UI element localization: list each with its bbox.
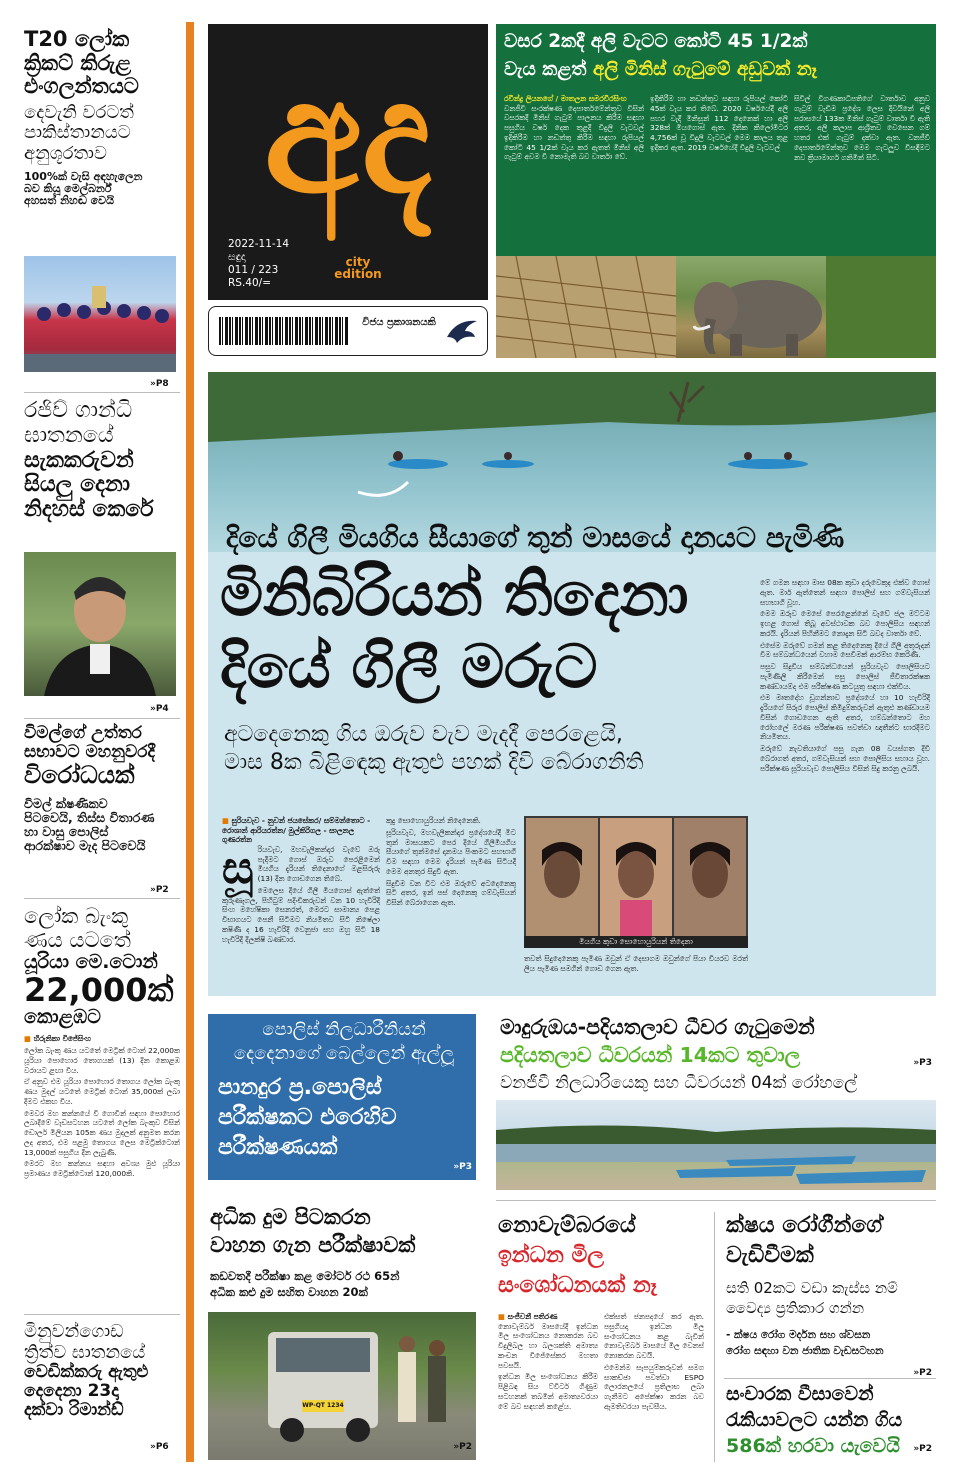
police-headline-3: පරීක්ෂණයක් xyxy=(218,1135,338,1160)
visa-headline-3: 586ක් හරවා යැවෙයි xyxy=(726,1435,900,1457)
story-tb[interactable] xyxy=(722,1212,936,1382)
lead-col-1: ■ සුරියවැව - නුවන් ජයසේකර/ සම්මන්තොට - රොශාන් ආරියරත්න/ මුල්කිරිගල - සාලනල ගුණරත්න සූ රියවැව, මහවැලිකන්දාර වැවේ ඔරු පැදීමට ගොස් ඔරුව පෙරළීමෙන් මියගිය දැරියන් තිදෙනාගේ මළසිරුරු (13) දින ගොඩගෙන තිබේ. මෙලෙස දියේ ගිලී මියගොස් ඇත්තේ කුරුණෑගල, පිහිටුම් පදිංචිකරුවන් වන 10 හැවිරිදි සිංහ මහේෂිකා සෙනරත්, මෙරට සාමාන්‍ය පෙළ විභාගයට පෙනී සිටිමට නියමිතව සිටි නිෂේලා කෂිණි ද 16 හැවිරිදි වෙනුජා සහ ඔහු සිටි 18 හැවිරිදි දිලක්ෂි බණ්ඩාර. xyxy=(222,816,380,944)
tb-ref[interactable]: »P2 xyxy=(913,1368,932,1378)
story-urea-body: ලෝක බැංකු ණය යටතේ මෙට්‍රික් ටොන් 22,000ක යූරියා පොහොර තොගයක් (13) දින කොළඹ වරායට ළඟා විය. ඒ අනුව එම යූරියා පොහොර තොගය ලෝක බැංකු ණය මුදල් යටතේ මෙට්‍රික් ටොන් 35,000ක් ලබා දීමට එකඟ විය. මෙවර මහ කන්නයේ වී ගොවීන් සඳහා පොහොර ලබාදීමේ වැඩසටහන යටතේ ලෝක බැංකුව විසින් ඩොලර් මිලියන 105ක ණය මුදලක් අනුමත කරන ලද අතර, එම පළමු තොගය ලෙස මෙට්‍රික්ටොන් 13,000ක් පසුගිය දින ලැබුණි. මෙරට මහ කන්නය සඳහා අවශ්‍ය මුළු යූරියා ප්‍රමාණය මෙට්‍රික්ටොන් 120,000කි. xyxy=(24,1046,181,1179)
story-panadura-police[interactable] xyxy=(208,1014,476,1180)
story-minuwangoda[interactable] xyxy=(24,1322,180,1420)
tb-note-2: රෝග සඳහා වන ජාතික වැඩසටහන xyxy=(726,1345,884,1357)
masthead-date: 2022-11-14 xyxy=(228,238,290,250)
lead-deck-1: අටදෙනෙකු ගිය ඔරුව වැව මැදදී පෙරළෙයි, xyxy=(224,722,623,747)
story-elephant-title-2: වැය කළත් අලි මිනිස් ගැටුමේ අඩුවක් නෑ xyxy=(504,59,817,80)
tb-note-1: - ක්ෂය රෝග මර්දන සහ ශ්වසන xyxy=(726,1329,871,1341)
story-wimal-title-3: විරෝධයක් xyxy=(24,761,135,790)
story-t20-title-1: T20 ලෝක xyxy=(24,27,130,51)
lead-dropcap: සූ xyxy=(222,842,254,894)
story-rajiv-title-5: නිදහස් කෙරේ xyxy=(24,496,154,522)
lead-deck-2: මාස 8ක බිළිඳෙකු ඇතුළු පහක් දිවි බේරාගනිති xyxy=(224,750,644,775)
tb-headline-2: වැඩිවීමක් xyxy=(726,1243,814,1268)
england-team-photo xyxy=(24,256,176,372)
story-elephant-col-3: සිවිල් විගණකාධිපතිගේ වාර්තාව අනුව ගැටුම් වැඩිම ප්‍රදේශ ලෙස දිවයිනේ අලි පරාසයේ 133ක මිනිස් ගැටුම් වාර්තා වී ඇති අතර, අලි කලාප ආශ්‍රිතව වෙසෙන ගම් හතර එක් ගැටුම් දක්වා ඇත. වනජීවී දෙපාර්තමේන්තුව මෙම ගැටලුව විසඳීමට නව ක්‍රියාමාර්ග ගනිමින් සිටී. xyxy=(794,94,930,162)
fishers-headline-3: වනජීවී නිලධාරියෙකු සහ ධීවරයන් 04ක් රෝහලේ xyxy=(500,1073,858,1093)
story-t20-deck-1: දෙවැනි වරටත් xyxy=(24,101,134,123)
lead-headline-1: මිනිබිරියන් තිදෙනා xyxy=(220,560,689,630)
story-fishers[interactable] xyxy=(496,1014,936,1190)
fuel-headline-2: ඉන්ධන මිල xyxy=(498,1243,605,1268)
smoke-headline-2: වාහන ගැන පරීක්ෂාවක් xyxy=(210,1233,416,1257)
sisters-photo xyxy=(524,816,748,948)
lead-under-photo: තවත් සිදුදෙනෙකු පැමිණ ඔවුන් ඒ දෙසාගම ඔවුන්ගේ පියා වියරව මරත් ලිය පැමිණ සමගින් ගොඩ ගෙන ඇත. xyxy=(524,954,748,973)
story-urea-title-2: ණය යටතේ xyxy=(24,928,131,953)
police-ref[interactable]: »P3 xyxy=(453,1162,472,1172)
story-minuwangoda-title-5: දක්වා රිමාන්ඩ් xyxy=(24,1400,124,1421)
publisher-name: විජය ප්‍රකාශනයකි xyxy=(362,317,436,328)
story-t20-ref[interactable]: »P8 xyxy=(150,379,169,389)
story-urea-byline: ■ හිරුනිකා විජේසිංහ xyxy=(24,1034,91,1044)
fuel-col-2: එක්සත් ජනපදයේ කර ඇත. පසුගියදා ඉන්ධන මිල සංශෝධනය කළ බැවින් නොවැම්බර් මාසයේ මිල වෙනස් නොකරන බවයි. එමෙන්ම සැපයුම්කරුවන් සමග සාකච්ඡා පවත්වා ESPO ලොරනලයේ ප්‍රතිලාභ ලබා ගැනීමට අපේක්ෂා කරන බව ඇමතිවරයා පැවසීය. xyxy=(604,1312,704,1411)
story-t20[interactable] xyxy=(24,28,180,208)
elephant-photo xyxy=(496,256,936,358)
story-smoke-vehicles[interactable] xyxy=(208,1204,476,1464)
masthead[interactable] xyxy=(208,24,488,300)
barcode xyxy=(219,317,349,345)
masthead-issue: 011 / 223 xyxy=(228,264,279,277)
fishers-ref[interactable]: »P3 xyxy=(913,1058,932,1068)
smoke-ref[interactable]: »P2 xyxy=(453,1442,472,1452)
smoke-sub-1: කඩවතදී පරීක්ෂා කළ මෝටර් රථ 65න් xyxy=(210,1269,400,1283)
story-t20-deck-2: පාකිස්තානයට xyxy=(24,122,131,144)
story-urea-title-3: යූරියා මෙ.ටොන් xyxy=(24,951,158,974)
story-t20-deck-3: අනුශූරතාව xyxy=(24,142,107,164)
tb-headline-1: ක්ෂය රෝගීන්ගේ xyxy=(726,1213,883,1238)
story-elephant-title-1: වසර 2කදී අලි වැටට කෝටි 45 1/2ක් xyxy=(504,31,808,52)
fuel-headline-1: නොවැම්බරයේ xyxy=(498,1213,636,1238)
story-elephant-col-1: රවීන්ද්‍ර ලියනගේ / මාතලන සමරවීරසිංහ වනජීවී සංරක්ෂණ දෙපාර්තමේන්තුව විසින් වසරකදී මිනිස් ගැටුම් පාලනය කිරීම සඳහා පසුගිය වර්ෂ දෙක තුළදී විදුලි වැටවල් ඉදිකිරීම හා නඩත්තු කිරීම සඳහා රුපියල් කෝටි 45 1/2ක් වැය කර ඇතත් මිනිස් අලි ගැටුම් අවම වී නොමැති බව වාර්තා වේ. xyxy=(504,94,644,162)
story-rajiv-title-2: ඝාතනයේ xyxy=(24,423,114,449)
smoke-sub-2: අධික කළු දුම සහිත වාහන 20ක් xyxy=(210,1285,368,1299)
masthead-edition xyxy=(348,134,408,234)
story-urea-title-1: ලෝක බැංකු xyxy=(24,904,129,928)
story-minuwangoda-ref[interactable]: »P6 xyxy=(150,1442,169,1452)
fishers-headline-1: මාදුරුඔය-පදියතලාව ධීවර ගැටුමෙන් xyxy=(500,1015,815,1039)
masthead-day: සඳුදා xyxy=(228,251,246,264)
story-t20-sub-1: 100%ක් වැසි අඳහැලෙන xyxy=(24,169,143,183)
story-wimal-sub-3: හා වාසු පොලිස් xyxy=(24,823,109,839)
story-rajiv-title-3: සැකකරුවන් xyxy=(24,447,134,473)
smoke-headline-1: අධික දුම පිටකරන xyxy=(210,1205,371,1229)
vehicle-number-plate: WP-QT 1234 xyxy=(302,1402,344,1409)
eagle-icon xyxy=(445,317,479,345)
story-elephant[interactable] xyxy=(496,24,936,358)
fuel-col-1: ■ සංජීවනී පතිරණ නොවැම්බර් මාසයේදී ඉන්ධන මිල සංශෝධනය නොකරන බව විදුලිබල හා බලශක්ති අමාත්‍ය කංචන විජේසේකර මහතා පවසයි. ඉන්ධන මිල සංශෝධනය කිරීම පිළිබඳ සිය ට්විටර් ගිණුම සටහනක් තබමින් අමාත්‍යවරයා මේ බව සඳහන් කළේය. xyxy=(498,1312,598,1411)
story-rajiv-ref[interactable]: »P4 xyxy=(150,704,169,714)
masthead-price: RS.40/= xyxy=(228,277,271,290)
story-urea-title-4: 22,000ක් xyxy=(24,970,174,1009)
left-column-divider xyxy=(186,22,194,1462)
story-rajiv-title-1: රජිව් ගාන්ධි xyxy=(24,398,133,423)
story-wimal-title-2: සභාවට මහනුවරදී xyxy=(24,742,156,763)
lagoon-boats-photo xyxy=(496,1100,936,1190)
masthead-edition-label: city edition xyxy=(334,255,382,281)
barcode-strip xyxy=(208,306,488,356)
lead-col-right: මේ ගමන සඳහා මාස 08ක කුඩා දරුවෙකුද එක්ව ගොස් ඇත. මාර් ඇත්තෙන් සඳහා පොලිස් සහ ගම්වැසියන් සහභාගි වූහ. මෙම ඔරුව මෙසේ පෙරළෙන්නේ වැවේ ජල මට්ටම ඉහළ ගොස් තිබූ අවස්ථාවක බව පොලිසිය සඳහන් කරයි. දැරියන් පිහිනීමට නොදැන සිටි බවද වාර්තා වේ. එසේම ඔරුවේ ගමන් කළ තිදෙනෙකු දියේ ගිලී අතුරුදන් වීම සම්බන්ධයෙන් වහාම සෙවීමක් ආරම්භ කෙරිණි. පසුව සිදුවිය සම්බන්ධයෙන් සූරියවැව පොලිසියට පැමිණිලි කිරීමෙන් පසු පොලිස් ජීවිතාරක්ෂක කණ්ඩායම්ද එම පරීක්ෂණ කටයුතු සඳහා එක්විය. එම මෘතදේහ ඩූගන්නාව ප්‍රදේශයේ හා 10 හැවිරිදි දැරියගේ සිරුර පොලිස් කිමිදුම්කරුවන් ඇතුළු කණ්ඩායම විසින් ගොඩගෙන ඇති අතර, හම්බන්තොට මහ රෝහලේ මරණ පරීක්ෂණ පවත්වා ඥාතීන්ට භාරදීමට නියමිතය. ඔරුවේ නැවතියාගේ පසු ගැන 08 වයස්ගත දිවි බේරාගත් අතර, ගම්වැසියන් සහ පොලිසිය සහාය වූහ. පරීක්ෂණ සූරියවැව පොලිසිය විසින් සිදු කරනු ලබයි. xyxy=(760,578,930,773)
story-minuwangoda-title-3: වෙඩික්කරු ඇතුළු xyxy=(24,1362,149,1383)
story-wimal-title-1: විමල්ගේ උත්තර xyxy=(24,723,142,743)
visa-headline-2: රැකියාවලට යන්න ගිය xyxy=(726,1409,903,1431)
lead-story[interactable] xyxy=(208,372,936,996)
story-minuwangoda-title-4: දෙදෙනා 23දා xyxy=(24,1381,119,1402)
visa-ref[interactable]: »P2 xyxy=(913,1444,932,1454)
story-t20-sub-2: බව කියූ මෙල්බර්න් xyxy=(24,181,112,195)
story-wimal-sub-4: ආරක්ෂාව මැද පිටවෙයි xyxy=(24,837,146,853)
fishers-headline-2: පදියතලාව ධීවරයන් 14කට තුවාල xyxy=(500,1043,801,1067)
story-t20-title-2: ක්‍රිකට් කිරුළ xyxy=(24,50,132,75)
tb-sub-2: වෛද්‍ය ප්‍රතිකාර ගන්න xyxy=(726,1299,865,1317)
lead-headline-2: දියේ ගිලී මරුට xyxy=(220,632,598,702)
sisters-photo-caption: මියගිය කුඩා සොහොයුරියන් තිදෙනා xyxy=(524,936,748,948)
story-wimal-sub-1: විමල් ක්ෂණිකව xyxy=(24,795,108,811)
masthead-info xyxy=(228,238,328,291)
story-rajiv-title-4: සියලු දෙනා xyxy=(24,472,130,498)
tb-sub-1: සති 02කට වඩා කැස්ස නම් xyxy=(726,1279,898,1297)
rajiv-portrait-photo xyxy=(24,552,176,696)
police-kicker-2: දෙදෙනාගේ බෙල්ලෙන් ඇල්ලූ xyxy=(233,1043,455,1064)
lead-kicker: දියේ ගිලී මියගිය සීයාගේ තුන් මාසයේ දානයට පැමිණි xyxy=(226,521,845,554)
lead-byline: ■ සුරියවැව - නුවන් ජයසේකර/ සම්මන්තොට - රොශාන් ආරියරත්න/ මුල්කිරිගල - සාලනල ගුණරත්න xyxy=(222,816,371,845)
masthead-logo: අද xyxy=(264,45,432,229)
fuel-headline-3: සංශෝධනයක් නෑ xyxy=(498,1273,657,1298)
story-t20-title-3: එංගලන්තයට xyxy=(24,74,139,99)
story-t20-sub-3: අහසත් නිහඬ වෙයි xyxy=(24,194,114,208)
visa-headline-1: සංචාරක වීසාවෙන් xyxy=(726,1383,874,1405)
story-wimal[interactable] xyxy=(24,724,180,853)
story-elephant-col-2: ඉදිකිරීම හා නඩත්තුව සඳහා රුපියල් කෝටි 45ක් වැය කර තිබේ. 2020 වර්ෂයේදී අලි පහර වැදී මිනිසුන් 112 දෙනෙක් හා අලි 328ක් මියගොස් ඇත. දිනික කිලෝමීටර 4,756ක් වූ විදුලි වැටවල් මෙම කාලය තුළ ඉදිකර ඇත. 2019 වර්ෂයේදී විදුලි වැටවල් xyxy=(650,94,788,152)
story-visa[interactable] xyxy=(722,1384,936,1464)
story-fuel-price[interactable] xyxy=(496,1212,706,1462)
story-wimal-sub-2: පිටවෙයි, තිස්ස විතාරණ xyxy=(24,809,155,825)
story-wimal-ref[interactable]: »P2 xyxy=(150,885,169,895)
story-rajiv[interactable] xyxy=(24,398,180,522)
police-headline-1: පානදුර ප්‍ර.පොලිස් xyxy=(218,1075,382,1100)
story-minuwangoda-title-1: මිනුවන්ගොඩ xyxy=(24,1321,124,1342)
story-urea-title-5: කොළඹට xyxy=(24,1006,101,1029)
story-minuwangoda-title-2: ත්‍රිත්ව ඝාතනයේ xyxy=(24,1341,146,1363)
vehicle-inspection-photo xyxy=(208,1312,476,1460)
story-urea[interactable] xyxy=(24,904,180,1181)
police-headline-2: පරීක්ෂකට එරෙහිව xyxy=(218,1105,397,1130)
lead-col-2: කුදු සොහොයුරියන් නිදෙනෙකි. සූරියවැව, මහවැලිකන්දාර ප්‍රදේශයේදී මීට තුන් මාසයකට පෙර දියේ ගිලීමියගිය සීයාගේ තුන්මසේ දානමය පිංකමට සහභාගි වීම සඳහා මෙම දැරියන් පැමිණ සිටියදී මෙම අනතුර සිදුවී ඇත. සිදුවීම වන විට එම ඔරුවේ අටදෙනෙකු සිටි අතර, ඉන් පස් දෙනෙකු ගම්වැසියන් විසින් බේරාගෙන ඇත. xyxy=(386,816,516,908)
police-kicker-1: පොලිස් නිලධාරීනියන් xyxy=(262,1019,426,1040)
